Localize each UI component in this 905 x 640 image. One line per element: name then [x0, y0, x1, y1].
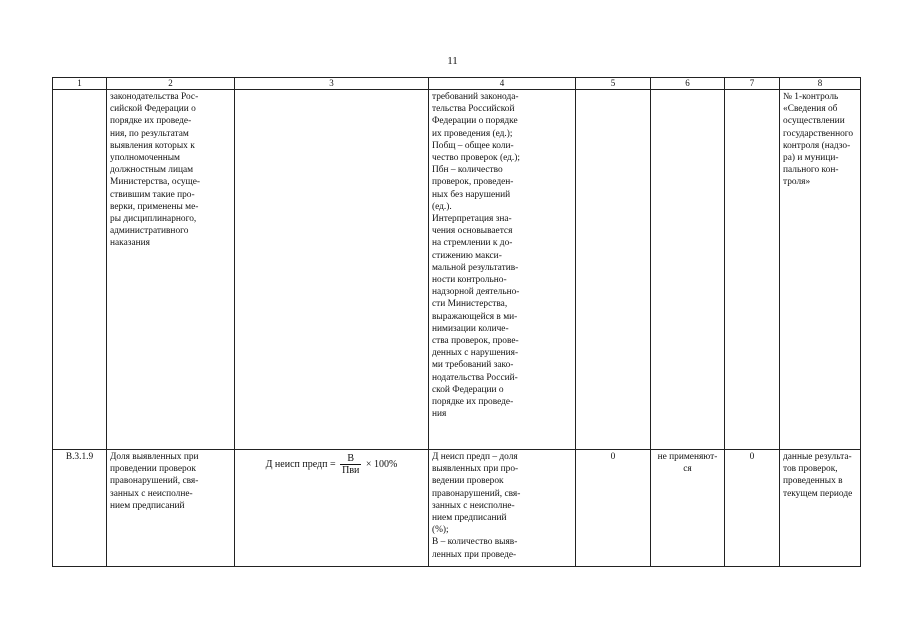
column-header-8: 8	[780, 78, 861, 90]
column-header-3: 3	[235, 78, 429, 90]
indicator-name-cell: законодательства Рос- сийской Федерации о порядке их проведе- ния, по результатам выявления которых к уполномоченным должностным лицам Министерства, осуще- ствившим такие про- верки, применены ме- ры дисциплинарного, административного наказания	[107, 90, 235, 450]
formula-denominator: Пви	[342, 465, 360, 476]
column-header-1: 1	[53, 78, 107, 90]
column-7-cell	[725, 90, 780, 450]
source-cell: № 1-контроль «Сведения об осуществлении государственного контроля (надзо- ра) и муници- пального кон- троля»	[780, 90, 861, 450]
column-header-6: 6	[651, 78, 725, 90]
source-cell: данные результа- тов проверок, проведенных в текущем периоде	[780, 450, 861, 567]
table-row	[53, 90, 861, 450]
formula-cell	[235, 450, 429, 567]
column-header-4: 4	[429, 78, 576, 90]
formula-cell	[235, 90, 429, 450]
column-header-7: 7	[725, 78, 780, 90]
method-cell: Д неисп предп – доля выявленных при про- ведении проверок правонарушений, свя- занных с неисполне- нием предписаний (%); В – количество выяв- ленных при проведе-	[429, 450, 576, 567]
column-6-cell	[651, 90, 725, 450]
column-number-row	[53, 78, 861, 90]
indicator-table	[52, 77, 861, 567]
formula-fraction	[340, 453, 361, 476]
column-6-cell: не применяют- ся	[651, 450, 725, 567]
method-cell: требований законода- тельства Российской Федерации о порядке их проведения (ед.); Побщ – общее коли- чество проверок (ед.); Пбн – количество проверок, проведен- ных без нарушений (ед.). Интерпретация зна- чения основывается на стремлении к до- стижению макси- мальной результатив- ности контрольно- надзорной деятельно- сти Министерства, выражающейся в ми- нимизации количе- ства проверок, прове- денных с нарушения- ми требований зако- нодательства Россий- ской Федерации о порядке их проведе- ния	[429, 90, 576, 450]
indicator-code-cell: В.3.1.9	[53, 450, 107, 567]
indicator-name-cell: Доля выявленных при проведении проверок правонарушений, свя- занных с неисполне- нием предписаний	[107, 450, 235, 567]
formula-lhs: Д неисп предп =	[265, 458, 336, 470]
formula	[238, 451, 425, 476]
column-5-cell	[576, 90, 651, 450]
table-row	[53, 450, 861, 567]
formula-rhs: × 100%	[365, 458, 398, 470]
formula-numerator: В	[340, 453, 361, 465]
column-header-2: 2	[107, 78, 235, 90]
indicator-code-cell	[53, 90, 107, 450]
column-7-cell: 0	[725, 450, 780, 567]
column-5-cell: 0	[576, 450, 651, 567]
column-header-5: 5	[576, 78, 651, 90]
page-number: 11	[447, 55, 458, 67]
